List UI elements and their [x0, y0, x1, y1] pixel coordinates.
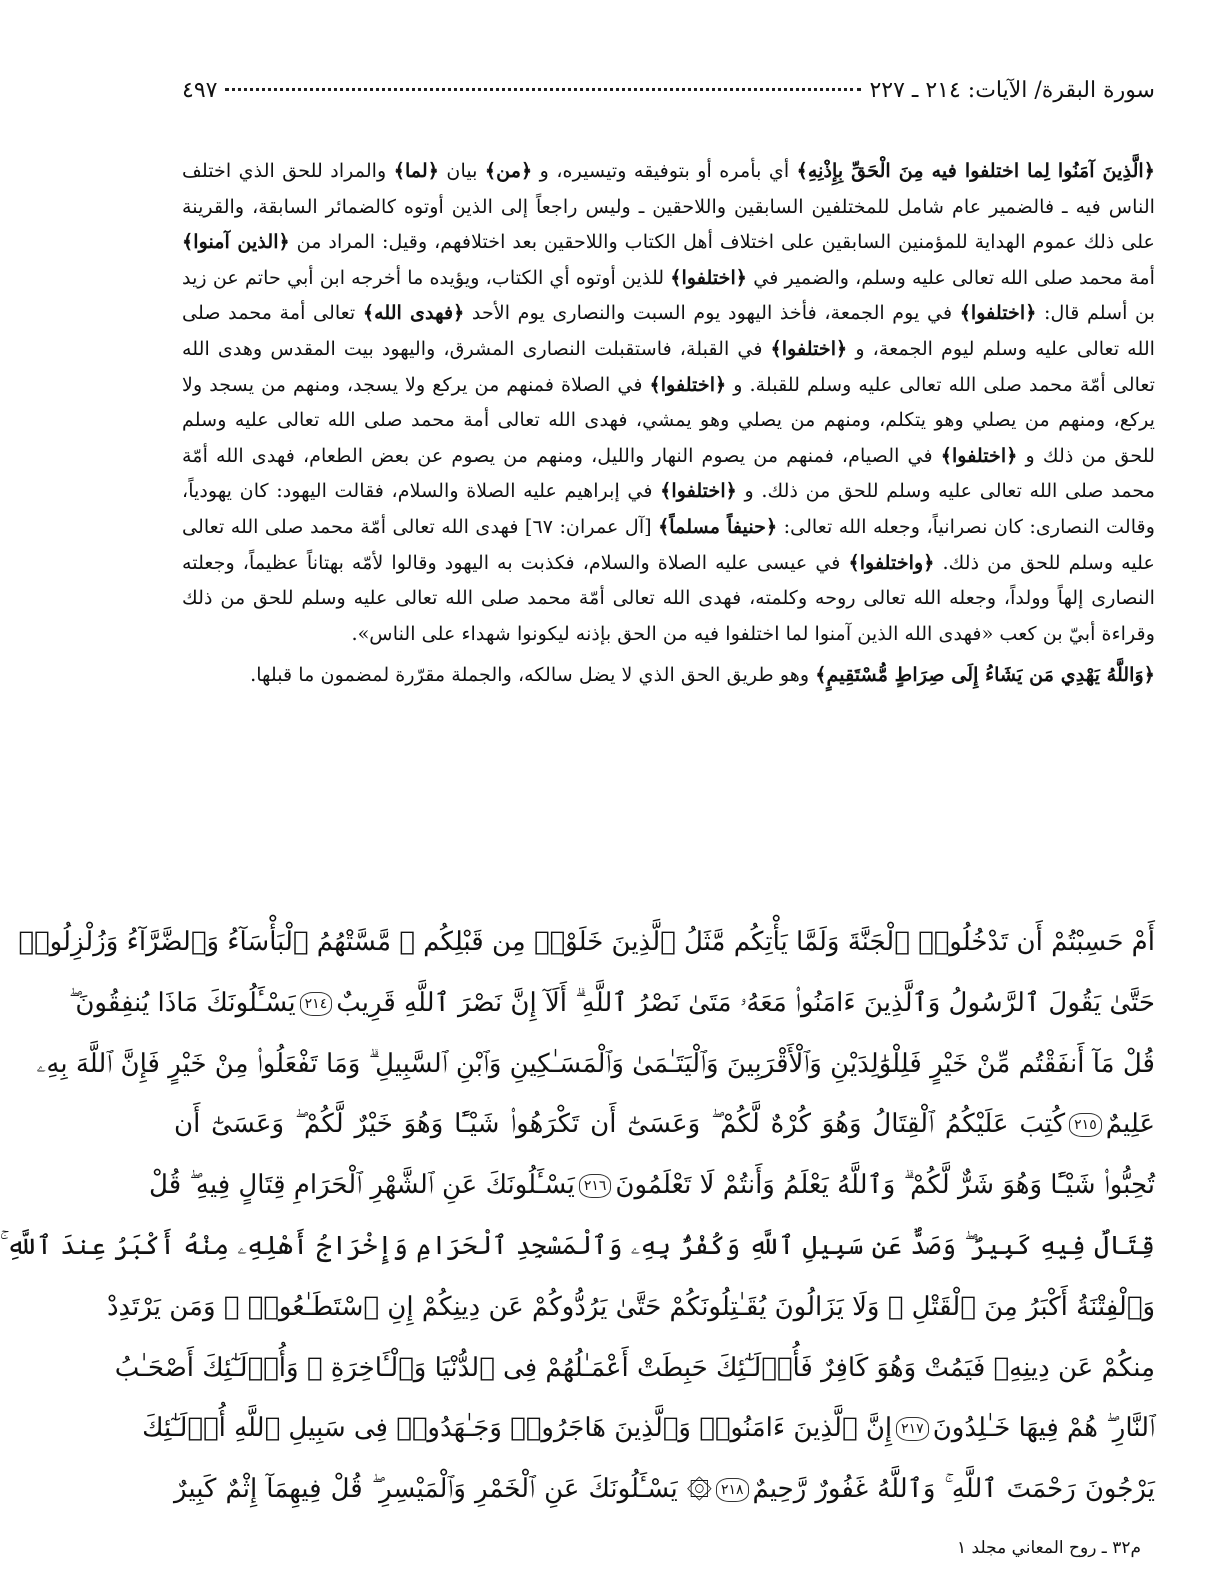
quran-quote: ﴿اختلفوا﴾ [660, 479, 737, 503]
quran-quote: ﴿حنيفاً مسلماً﴾ [658, 514, 778, 538]
verse-number-marker: ٢١٥ [1069, 1113, 1102, 1137]
verse-number-marker: ٢١٧ [896, 1417, 929, 1441]
verse-line [142, 1398, 1155, 1459]
printer-signature: م٣٢ ـ روح المعاني مجلد ١ [957, 1538, 1141, 1558]
surah-title: سورة البقرة/ الآيات: ٢١٤ ـ ٢٢٧ [869, 78, 1155, 103]
verse-text: إِنَّ ٱلَّذِينَ ءَامَنُوا۟ وَٱلَّذِينَ هَاجَرُوا۟ وَجَـٰهَدُوا۟ فِى سَبِيلِ ٱللَّهِ أُو۟لَـٰٓئِكَ [142, 1413, 893, 1444]
commentary-span: للذين أوتوه أي الكتاب، ويؤيده ما أخرجه ابن أبي حاتم عن زيد بن أسلم قال: [182, 265, 1156, 325]
quran-quote: ﴿الَّذِينَ آمَنُوا لِما اختلفوا فيه مِنَ الْحَقِّ بِإِذْنِهِ﴾ [796, 159, 1155, 182]
verse-text: وَٱلْفِتْنَةُ أَكْبَرُ مِنَ ٱلْقَتْلِ ۗ وَلَا يَزَالُونَ يُقَـٰتِلُونَكُمْ حَتَّىٰ يَرُدُّوكُمْ عَن دِينِكُمْ إِنِ ٱسْتَطَـٰعُوا۟ ۚ وَمَن يَرْتَدِدْ [106, 1291, 1155, 1322]
verse-text: يَسْـَٔلُونَكَ مَاذَا يُنفِقُونَ ۖ [68, 987, 296, 1018]
commentary-span: أي بأمره أو بتوفيقه وتيسيره، و [532, 159, 797, 182]
verse-text: عَلِيمٌ [1105, 1109, 1155, 1140]
verse-text: أَمْ حَسِبْتُمْ أَن تَدْخُلُوا۟ ٱلْجَنَّةَ وَلَمَّا يَأْتِكُم مَّثَلُ ٱلَّذِينَ خَلَوْا۟ مِن قَبْلِكُم ۖ مَّسَّتْهُمُ ٱلْبَأْسَآءُ وَٱلضَّرَّآءُ وَزُلْزِلُوا۟ [18, 927, 1155, 957]
commentary-span: بيان [438, 159, 485, 182]
quran-quote: ﴿اختلفوا﴾ [940, 443, 1018, 467]
quran-quote: ﴿من﴾ [484, 159, 533, 182]
verse-line [0, 1216, 1155, 1277]
verse-text: قُلْ مَآ أَنفَقْتُم مِّنْ خَيْرٍ فَلِلْوَٰلِدَيْنِ وَٱلْأَقْرَبِينَ وَٱلْيَتَـٰمَىٰ وَٱلْمَسَـٰكِينِ وَٱبْنِ ٱلسَّبِيلِ ۗ وَمَا تَفْعَلُوا۟ مِنْ خَيْرٍ فَإِنَّ ٱللَّهَ بِهِۦ [36, 1048, 1155, 1079]
quran-quote: ﴿واختلفوا﴾ [848, 550, 935, 574]
verse-line [149, 1155, 1155, 1216]
verse-line [174, 1459, 1155, 1520]
verse-text: يَرْجُونَ رَحْمَتَ ٱللَّهِ ۚ وَٱللَّهُ غَفُورٌ رَّحِيمٌ [752, 1474, 1155, 1505]
page-number: ٤٩٧ [182, 78, 218, 103]
verse-line [18, 912, 1155, 973]
verse-line [106, 1277, 1155, 1338]
quran-verses-block [0, 912, 1155, 1520]
verse-text: تُحِبُّوا۟ شَيْـًٔا وَهُوَ شَرٌّ لَّكُمْ ۗ وَٱللَّهُ يَعْلَمُ وَأَنتُمْ لَا تَعْلَمُونَ [615, 1170, 1155, 1201]
dotted-leader [225, 88, 861, 91]
verse-line [68, 973, 1155, 1034]
commentary-span: [آل عمران: ٦٧] فهدى الله تعالى أمّة محمد صلى الله تعالى عليه وسلم للحق من ذلك. [182, 514, 1155, 574]
verse-text: قِتَالٌ فِيهِ كَبِيرٌ ۖ وَصَدٌّ عَن سَبِيلِ ٱللَّهِ وَكُفْرٌۢ بِهِۦ وَٱلْمَسْجِدِ ٱلْحَرَامِ وَإِخْرَاجُ أَهْلِهِۦ مِنْهُ أَكْبَرُ عِندَ ٱللَّهِ ۚ [0, 1230, 1155, 1261]
commentary-span: تعالى أمة محمد صلى الله تعالى عليه وسلم ليوم الجمعة، و [182, 301, 1155, 360]
verse-text: كُتِبَ عَلَيْكُمُ ٱلْقِتَالُ وَهُوَ كُرْهٌ لَّكُمْ ۖ وَعَسَىٰٓ أَن تَكْرَهُوا۟ شَيْـًٔا وَهُوَ خَيْرٌ لَّكُمْ ۖ وَعَسَىٰٓ أَن [174, 1109, 1066, 1140]
verse-line [174, 1094, 1155, 1155]
quran-quote: ﴿اختلفوا﴾ [770, 336, 848, 360]
verse-text: حَتَّىٰ يَقُولَ ٱلرَّسُولُ وَٱلَّذِينَ ءَامَنُوا۟ مَعَهُۥ مَتَىٰ نَصْرُ ٱللَّهِ ۗ أَلَآ إِنَّ نَصْرَ ٱللَّهِ قَرِيبٌ [336, 987, 1155, 1018]
commentary-text [182, 153, 1155, 693]
commentary-span: وهو طريق الحق الذي لا يضل سالكه، والجملة مقرّرة لمضمون ما قبلها. [250, 663, 816, 687]
quran-quote: ﴿اختلفوا﴾ [670, 265, 748, 289]
commentary-span: في الصلاة فمنهم من يركع ولا يسجد، ومنهم من يسجد ولا يركع، ومنهم من يصلي وهو يتكلم، ومنهم من يصلي وهو يمشي، فهدى الله تعالى أمة محمد صلى الله تعالى عليه وسلم للحق من ذلك و [182, 372, 1155, 467]
quran-quote: ﴿اختلفوا﴾ [649, 372, 727, 396]
verse-line [36, 1034, 1155, 1095]
verse-number-marker: ٢١٦ [579, 1174, 612, 1198]
commentary-span: في القبلة، فاستقبلت النصارى المشرق، واليهود بيت المقدس وهدى الله تعالى أمّة محمد صلى الله تعالى عليه وسلم للقبلة. و [182, 336, 1156, 396]
quran-quote: ﴿الذين آمنوا﴾ [182, 230, 290, 254]
commentary-span: في عيسى عليه الصلاة والسلام، فكذبت به اليهود وقالوا لأمّه بهتاناً عظيماً، وجعلته النصارى إلهاً وولداً، وجعله الله تعالى روحه وكلمته، فهدى الله تعالى أمّة محمد صلى الله تعالى عليه وسلم للحق من ذلك وقراءة أبيّ بن كعب «فهدى الله الذين آمنوا لما اختلفوا فيه من الحق بإذنه ليكونوا شهداء على الناس». [182, 550, 1155, 645]
quran-quote: ﴿لما﴾ [393, 159, 439, 182]
commentary-span: في يوم الجمعة، فأخذ اليهود يوم السبت والنصارى يوم الأحد [464, 301, 960, 325]
commentary-paragraph [182, 657, 1155, 693]
verse-text: ٱلنَّارِ ۖ هُمْ فِيهَا خَـٰلِدُونَ [932, 1413, 1155, 1444]
commentary-paragraph [182, 153, 1155, 651]
verse-line [114, 1338, 1155, 1399]
verse-number-marker: ٢١٨ [716, 1478, 749, 1502]
verse-text: مِنكُمْ عَن دِينِهِۦ فَيَمُتْ وَهُوَ كَافِرٌ فَأُو۟لَـٰٓئِكَ حَبِطَتْ أَعْمَـٰلُهُمْ فِى ٱلدُّنْيَا وَٱلْـَٔاخِرَةِ ۖ وَأُو۟لَـٰٓئِكَ أَصْحَـٰبُ [114, 1352, 1155, 1383]
commentary-span: أمة محمد صلى الله تعالى عليه وسلم، والضمير في [747, 265, 1155, 289]
commentary-span: والمراد للحق الذي اختلف الناس فيه ـ فالضمير عام شامل للمختلفين السابقين واللاحقين ـ وليس راجعاً إلى الذين أوتوه كالضمائر السابقة، والقرينة على ذلك عموم الهداية للمؤمنين السابقين على اختلاف أهل الكتاب واللاحقين بعد اختلافهم، وقيل: المراد من [182, 159, 1155, 254]
quran-quote: ﴿فهدى الله﴾ [362, 301, 465, 325]
verse-number-marker: ٢١٤ [300, 992, 333, 1016]
verse-text: ۞ يَسْـَٔلُونَكَ عَنِ ٱلْخَمْرِ وَٱلْمَيْسِرِ ۖ قُلْ فِيهِمَآ إِثْمٌ كَبِيرٌ [174, 1474, 712, 1505]
commentary-span: في إبراهيم عليه الصلاة والسلام، فقالت اليهود: كان يهودياً، وقالت النصارى: كان نصرانياً، وجعله الله تعالى: [182, 479, 1155, 538]
quran-quote: ﴿وَاللَّهُ يَهْدِي مَن يَشَاءُ إِلَى صِرَاطٍ مُّسْتَقِيمٍ﴾ [815, 663, 1155, 687]
running-header [182, 78, 1155, 118]
commentary-span: في الصيام، فمنهم من يصوم النهار والليل، ومنهم من يصوم عن بعض الطعام، فهدى الله أمّة محمد صلى الله تعالى عليه وسلم للحق من ذلك. و [182, 443, 1155, 503]
verse-text: يَسْـَٔلُونَكَ عَنِ ٱلشَّهْرِ ٱلْحَرَامِ قِتَالٍ فِيهِ ۖ قُلْ [149, 1170, 575, 1201]
quran-quote: ﴿اختلفوا﴾ [959, 301, 1037, 325]
